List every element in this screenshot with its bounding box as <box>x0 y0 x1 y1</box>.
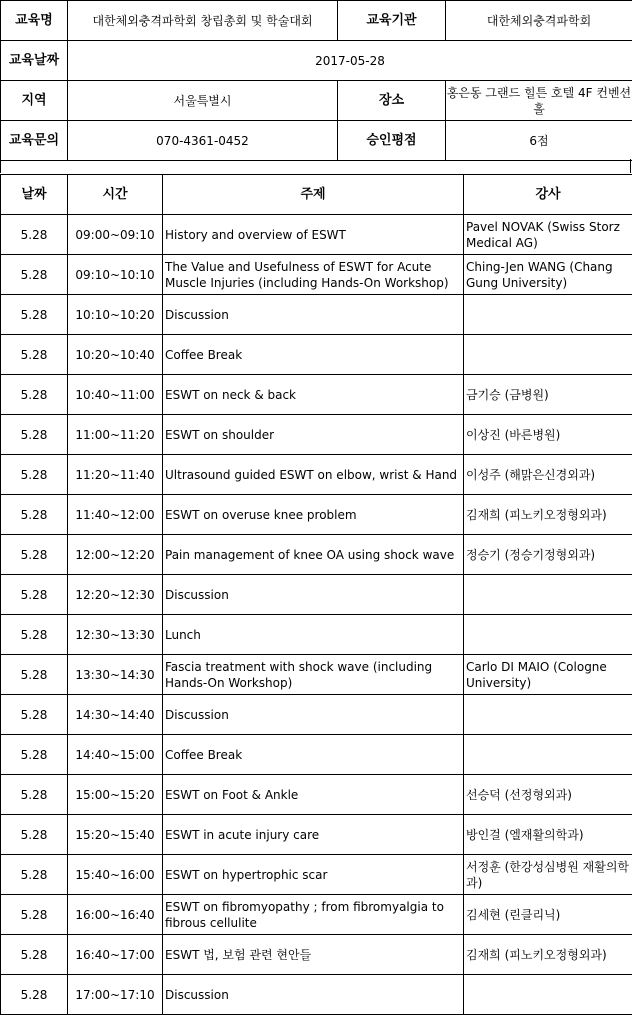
row-speaker: 금기승 (금병원) <box>464 375 632 415</box>
row-speaker <box>464 615 632 655</box>
row-date: 5.28 <box>1 975 68 1015</box>
row-topic: Coffee Break <box>163 735 464 775</box>
row-speaker: 김세현 (린클리닉) <box>464 895 632 935</box>
row-topic: Ultrasound guided ESWT on elbow, wrist & Hand <box>163 455 464 495</box>
row-speaker <box>464 575 632 615</box>
table-row <box>1 295 632 335</box>
name-label: 교육명 <box>1 1 68 41</box>
row-topic: Discussion <box>163 295 464 335</box>
table-row <box>1 615 632 655</box>
row-time: 16:40~17:00 <box>68 935 163 975</box>
row-speaker <box>464 735 632 775</box>
row-date: 5.28 <box>1 735 68 775</box>
table-row <box>1 535 632 575</box>
row-date: 5.28 <box>1 615 68 655</box>
table-row <box>1 735 632 775</box>
table-row <box>1 775 632 815</box>
region-label: 지역 <box>1 81 68 121</box>
date-value: 2017-05-28 <box>68 41 632 81</box>
place-value: 홍은동 그랜드 힐튼 호텔 4F 컨벤션홀 <box>446 81 632 121</box>
row-topic: History and overview of ESWT <box>163 215 464 255</box>
row-speaker: 정승기 (정승기정형외과) <box>464 535 632 575</box>
row-topic: ESWT on Foot & Ankle <box>163 775 464 815</box>
row-topic: Lunch <box>163 615 464 655</box>
row-topic: Fascia treatment with shock wave (including Hands-On Workshop) <box>163 655 464 695</box>
table-row <box>1 575 632 615</box>
row-time: 13:30~14:30 <box>68 655 163 695</box>
table-row <box>1 895 632 935</box>
row-date: 5.28 <box>1 215 68 255</box>
row-speaker: 이상진 (바른병원) <box>464 415 632 455</box>
row-topic: Discussion <box>163 575 464 615</box>
table-row <box>1 975 632 1015</box>
table-row <box>1 335 632 375</box>
region-value: 서울특별시 <box>68 81 338 121</box>
row-time: 12:00~12:20 <box>68 535 163 575</box>
row-speaker: 김재희 (피노키오정형외과) <box>464 935 632 975</box>
table-row <box>1 815 632 855</box>
row-speaker: 이성주 (해맑은신경외과) <box>464 455 632 495</box>
row-time: 11:40~12:00 <box>68 495 163 535</box>
row-time: 10:40~11:00 <box>68 375 163 415</box>
table-row <box>1 855 632 895</box>
info-table <box>0 0 632 161</box>
row-speaker: 김재희 (피노키오정형외과) <box>464 495 632 535</box>
header-date: 날짜 <box>1 175 68 215</box>
row-time: 14:30~14:40 <box>68 695 163 735</box>
info-row-name <box>1 1 632 41</box>
row-time: 15:40~16:00 <box>68 855 163 895</box>
org-value: 대한체외충격파학회 <box>446 1 632 41</box>
row-time: 12:20~12:30 <box>68 575 163 615</box>
row-topic: The Value and Usefulness of ESWT for Acute Muscle Injuries (including Hands-On Workshop) <box>163 255 464 295</box>
row-time: 14:40~15:00 <box>68 735 163 775</box>
header-speaker: 강사 <box>464 175 632 215</box>
row-speaker <box>464 295 632 335</box>
row-topic: ESWT on fibromyopathy ; from fibromyalgia to fibrous cellulite <box>163 895 464 935</box>
row-speaker: Pavel NOVAK (Swiss Storz Medical AG) <box>464 215 632 255</box>
row-speaker <box>464 695 632 735</box>
row-date: 5.28 <box>1 655 68 695</box>
table-row <box>1 215 632 255</box>
row-date: 5.28 <box>1 695 68 735</box>
table-row <box>1 455 632 495</box>
row-time: 12:30~13:30 <box>68 615 163 655</box>
table-row <box>1 935 632 975</box>
info-row-contact <box>1 121 632 161</box>
row-time: 11:00~11:20 <box>68 415 163 455</box>
row-topic: Discussion <box>163 695 464 735</box>
row-date: 5.28 <box>1 295 68 335</box>
row-topic: ESWT on shoulder <box>163 415 464 455</box>
contact-value: 070-4361-0452 <box>68 121 338 161</box>
date-label: 교육날짜 <box>1 41 68 81</box>
credit-label: 승인평점 <box>338 121 446 161</box>
row-speaker: 방인걸 (엘재활의학과) <box>464 815 632 855</box>
table-row <box>1 655 632 695</box>
row-date: 5.28 <box>1 575 68 615</box>
header-time: 시간 <box>68 175 163 215</box>
row-speaker: 선승덕 (선정형외과) <box>464 775 632 815</box>
contact-label: 교육문의 <box>1 121 68 161</box>
row-time: 09:00~09:10 <box>68 215 163 255</box>
row-date: 5.28 <box>1 255 68 295</box>
row-date: 5.28 <box>1 375 68 415</box>
row-date: 5.28 <box>1 855 68 895</box>
row-speaker: Carlo DI MAIO (Cologne University) <box>464 655 632 695</box>
place-label: 장소 <box>338 81 446 121</box>
row-speaker <box>464 975 632 1015</box>
header-topic: 주제 <box>163 175 464 215</box>
row-speaker: Ching-Jen WANG (Chang Gung University) <box>464 255 632 295</box>
schedule-header-row <box>1 175 632 215</box>
row-time: 10:20~10:40 <box>68 335 163 375</box>
row-time: 10:10~10:20 <box>68 295 163 335</box>
row-topic: Coffee Break <box>163 335 464 375</box>
section-spacer <box>0 159 631 173</box>
table-row <box>1 255 632 295</box>
table-row <box>1 415 632 455</box>
row-time: 11:20~11:40 <box>68 455 163 495</box>
row-date: 5.28 <box>1 455 68 495</box>
org-label: 교육기관 <box>338 1 446 41</box>
row-date: 5.28 <box>1 335 68 375</box>
table-row <box>1 695 632 735</box>
row-date: 5.28 <box>1 495 68 535</box>
row-time: 15:00~15:20 <box>68 775 163 815</box>
name-value: 대한체외충격파학회 창립총회 및 학술대회 <box>68 1 338 41</box>
row-time: 15:20~15:40 <box>68 815 163 855</box>
row-topic: ESWT 법, 보험 관련 현안들 <box>163 935 464 975</box>
row-date: 5.28 <box>1 535 68 575</box>
info-row-date <box>1 41 632 81</box>
row-topic: ESWT in acute injury care <box>163 815 464 855</box>
row-date: 5.28 <box>1 895 68 935</box>
row-time: 17:00~17:10 <box>68 975 163 1015</box>
row-date: 5.28 <box>1 775 68 815</box>
info-row-region <box>1 81 632 121</box>
credit-value: 6점 <box>446 121 632 161</box>
row-topic: ESWT on hypertrophic scar <box>163 855 464 895</box>
row-speaker <box>464 335 632 375</box>
row-time: 16:00~16:40 <box>68 895 163 935</box>
row-date: 5.28 <box>1 815 68 855</box>
schedule-table <box>0 174 632 1015</box>
row-date: 5.28 <box>1 415 68 455</box>
schedule-body <box>1 215 632 1015</box>
row-topic: ESWT on overuse knee problem <box>163 495 464 535</box>
row-date: 5.28 <box>1 935 68 975</box>
row-topic: Pain management of knee OA using shock wave <box>163 535 464 575</box>
row-topic: ESWT on neck & back <box>163 375 464 415</box>
row-speaker: 서정훈 (한강성심병원 재활의학과) <box>464 855 632 895</box>
table-row <box>1 375 632 415</box>
table-row <box>1 495 632 535</box>
row-topic: Discussion <box>163 975 464 1015</box>
row-time: 09:10~10:10 <box>68 255 163 295</box>
